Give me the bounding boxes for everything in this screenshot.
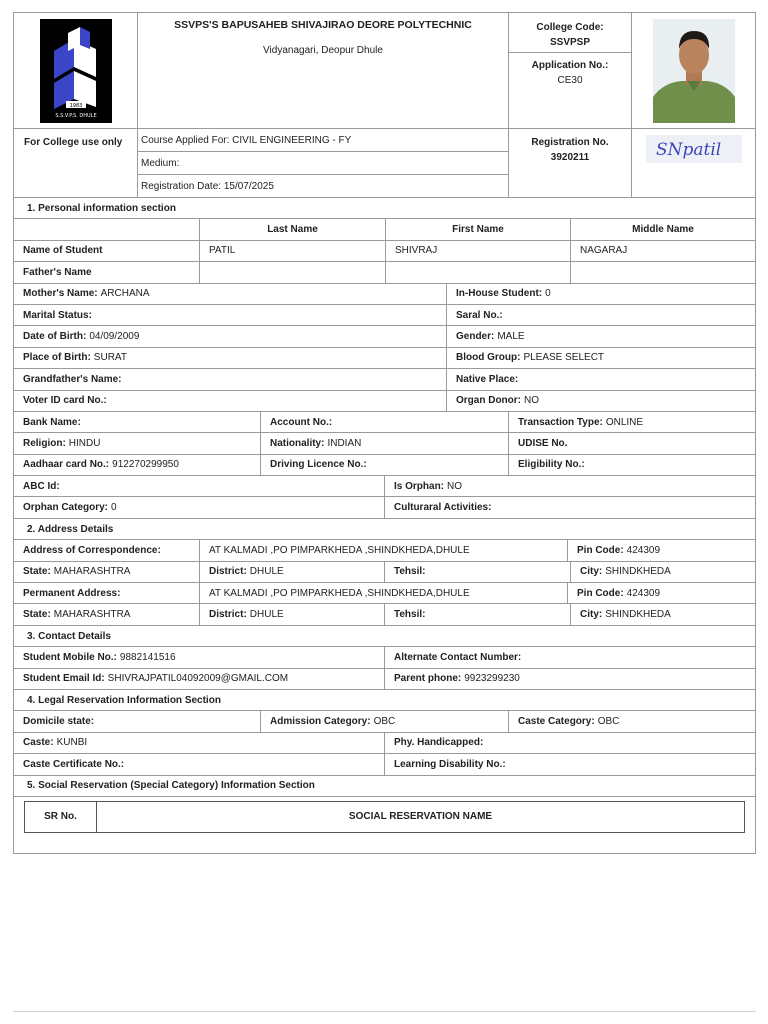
father-last: [200, 262, 386, 282]
state-label-2: State:: [23, 609, 51, 621]
mobile-value: 9882141516: [119, 651, 176, 663]
orphan-cat-row: [14, 497, 755, 518]
perm-state-row: [14, 604, 755, 625]
native-place: [447, 369, 755, 389]
licence-label: Driving Licence No.:: [270, 459, 367, 471]
pin-code-2: [568, 583, 755, 603]
district-value-1: DHULE: [249, 566, 284, 578]
page-footer-divider: [13, 1011, 756, 1012]
city-label-1: City:: [580, 566, 603, 578]
logo-name: S.S.V.P.S. DHULE: [54, 112, 97, 119]
voter-id: [14, 391, 447, 411]
pin-value-1: 424309: [626, 544, 661, 556]
religion-label: Religion:: [23, 437, 66, 449]
pin-label-1: Pin Code:: [577, 544, 624, 556]
place-of-birth: [14, 348, 447, 368]
student-middle-name: NAGARAJ: [580, 245, 628, 257]
legal-section-title: 4. Legal Reservation Information Section: [27, 694, 221, 706]
student-mobile: [14, 647, 385, 667]
admission-label: Admission Category:: [270, 716, 371, 728]
learning-disability: [385, 754, 755, 774]
college-use-section: [14, 129, 755, 198]
phy-label: Phy. Handicapped:: [394, 737, 484, 749]
date-of-birth: [14, 326, 447, 346]
father-name-row: [14, 262, 755, 283]
account-no: [261, 412, 509, 432]
blood-value: PLEASE SELECT: [523, 352, 605, 364]
email-row: [14, 669, 755, 690]
student-name-row: [14, 241, 755, 262]
signature-image: [646, 135, 742, 163]
orphan-label: Is Orphan:: [394, 480, 445, 492]
section-social-title: [14, 776, 755, 797]
eligibility-label: Eligibility No.:: [518, 459, 585, 471]
alternate-contact: [385, 647, 755, 667]
pob-value: SURAT: [93, 352, 127, 364]
medium-label: Medium:: [141, 157, 180, 169]
pob-row: [14, 348, 755, 369]
reg-no-value: 3920211: [550, 152, 590, 163]
pob-label: Place of Birth:: [23, 352, 91, 364]
perm-address-row: [14, 583, 755, 604]
religion: [14, 433, 261, 453]
father-first: [386, 262, 571, 282]
logo-year: 1983: [69, 102, 82, 109]
college-code-value: SSVPSP: [549, 37, 591, 48]
application-no-label: Application No.:: [531, 60, 609, 71]
email-value: SHIVRAJPATIL04092009@GMAIL.COM: [107, 673, 289, 685]
admission-category: [261, 711, 509, 731]
photo-box: [632, 13, 755, 128]
domicile-state: [14, 711, 261, 731]
orphan-value: NO: [447, 480, 463, 492]
corr-address-row: [14, 540, 755, 561]
aadhaar-row: [14, 455, 755, 476]
abc-row: [14, 476, 755, 497]
eligibility-no: [509, 455, 755, 475]
alt-contact-label: Alternate Contact Number:: [394, 651, 522, 663]
institute-address: Vidyanagari, Deopur Dhule: [263, 45, 383, 56]
contact-section-title: 3. Contact Details: [27, 630, 111, 642]
section-legal-title: [14, 690, 755, 711]
section-address-title: [14, 519, 755, 540]
corr-address-value: AT KALMADI ,PO PIMPARKHEDA ,SHINDKHEDA,DHULE: [200, 540, 568, 560]
caste-value: KUNBI: [56, 737, 88, 749]
district-value-2: DHULE: [249, 609, 284, 621]
abc-label: ABC Id:: [23, 480, 60, 492]
grandfather-row: [14, 369, 755, 390]
admission-value: OBC: [373, 716, 396, 728]
voter-row: [14, 391, 755, 412]
caste-cat-label: Caste Category:: [518, 716, 595, 728]
ld-label: Learning Disability No.:: [394, 758, 506, 770]
col-last-name: Last Name: [200, 219, 386, 239]
pin-code-1: [568, 540, 755, 560]
aadhaar-label: Aadhaar card No.:: [23, 459, 110, 471]
logo-box: [14, 13, 138, 128]
section-personal-title: [14, 198, 755, 219]
dob-label: Date of Birth:: [23, 331, 87, 343]
col-first-name: First Name: [386, 219, 571, 239]
inhouse-label: In-House Student:: [456, 288, 543, 300]
parent-phone-label: Parent phone:: [394, 673, 462, 685]
college-code-label: College Code:: [536, 22, 604, 33]
reg-no-label: Registration No.: [531, 137, 609, 148]
father-name-label: Father's Name: [14, 262, 200, 282]
cert-row: [14, 754, 755, 775]
personal-section-title: 1. Personal information section: [27, 202, 176, 214]
inhouse-student: [447, 284, 755, 304]
transaction-type: [509, 412, 755, 432]
caste-category: [509, 711, 755, 731]
city-value-1: SHINDKHEDA: [605, 566, 671, 578]
religion-value: HINDU: [68, 437, 101, 449]
caste-label: Caste:: [23, 737, 54, 749]
marital-status: [14, 305, 447, 325]
aadhaar: [14, 455, 261, 475]
dob-row: [14, 326, 755, 347]
gender-label: Gender:: [456, 331, 495, 343]
udise-no: [509, 433, 755, 453]
txn-value: ONLINE: [605, 416, 644, 428]
abc-id: [14, 476, 385, 496]
tehsil-2: [385, 604, 571, 624]
voter-label: Voter ID card No.:: [23, 395, 107, 407]
organ-donor: [447, 391, 755, 411]
orphan-category: [14, 497, 385, 517]
aadhaar-value: 912270299950: [112, 459, 179, 471]
col-sr-no: SR No.: [25, 802, 97, 832]
student-first-name: SHIVRAJ: [386, 241, 571, 261]
student-name-label: Name of Student: [14, 241, 200, 261]
driving-licence: [261, 455, 509, 475]
col-social-reservation-name: SOCIAL RESERVATION NAME: [348, 811, 493, 823]
tehsil-label-1: Tehsil:: [394, 566, 426, 578]
is-orphan: [385, 476, 755, 496]
organ-value: NO: [524, 395, 539, 407]
cert-label: Caste Certificate No.:: [23, 758, 125, 770]
perm-address-value: AT KALMADI ,PO PIMPARKHEDA ,SHINDKHEDA,DHULE: [200, 583, 568, 603]
organ-label: Organ Donor:: [456, 395, 521, 407]
section-contact-title: [14, 626, 755, 647]
institute-name: SSVPS'S BAPUSAHEB SHIVAJIRAO DEORE POLYTECHNIC: [174, 19, 472, 31]
name-header-row: [14, 219, 755, 240]
phy-handicapped: [385, 733, 755, 753]
pin-value-2: 424309: [626, 587, 661, 599]
domicile-row: [14, 711, 755, 732]
course-label: Course Applied For:: [141, 134, 230, 146]
reg-date-value: 15/07/2025: [223, 180, 274, 192]
saral-no: [447, 305, 755, 325]
form-header: [14, 13, 755, 129]
gender: [447, 326, 755, 346]
bank-row: [14, 412, 755, 433]
udise-label: UDISE No.: [518, 437, 568, 449]
address-section-title: 2. Address Details: [27, 523, 114, 535]
parent-phone: [385, 669, 755, 689]
caste: [14, 733, 385, 753]
title-box: [138, 13, 509, 128]
social-table-wrap: [14, 797, 755, 853]
state-1: [14, 562, 200, 582]
district-1: [200, 562, 385, 582]
district-label-2: District:: [209, 609, 247, 621]
orphan-cat-label: Orphan Category:: [23, 502, 109, 514]
religion-row: [14, 433, 755, 454]
corr-state-row: [14, 562, 755, 583]
state-value-1: MAHARASHTRA: [53, 566, 131, 578]
cultural-activities: [385, 497, 755, 517]
medium-row: [138, 152, 508, 175]
reg-date-row: [138, 175, 508, 197]
blood-label: Blood Group:: [456, 352, 521, 364]
state-value-2: MAHARASHTRA: [53, 609, 131, 621]
email-label: Student Email Id:: [23, 673, 105, 685]
caste-certificate: [14, 754, 385, 774]
nationality-value: INDIAN: [327, 437, 362, 449]
col-middle-name: Middle Name: [632, 224, 694, 236]
mother-name: [14, 284, 447, 304]
college-use-label: For College use only: [14, 129, 138, 197]
mobile-row: [14, 647, 755, 668]
course-details: [138, 129, 509, 197]
signature-box: [632, 129, 755, 197]
orphan-cat-value: 0: [111, 502, 117, 514]
nationality-label: Nationality:: [270, 437, 325, 449]
caste-row: [14, 733, 755, 754]
city-1: [571, 562, 755, 582]
inhouse-value: 0: [545, 288, 551, 300]
mobile-label: Student Mobile No.:: [23, 651, 117, 663]
domicile-label: Domicile state:: [23, 716, 95, 728]
nationality: [261, 433, 509, 453]
course-value: CIVIL ENGINEERING - FY: [232, 134, 352, 146]
tehsil-1: [385, 562, 571, 582]
state-2: [14, 604, 200, 624]
mother-value: ARCHANA: [100, 288, 150, 300]
application-no: [509, 53, 631, 88]
mother-row: [14, 284, 755, 305]
pin-label-2: Pin Code:: [577, 587, 624, 599]
code-box: [509, 13, 632, 128]
city-2: [571, 604, 755, 624]
registration-no: [509, 129, 632, 197]
college-code: [509, 13, 631, 53]
father-middle: [571, 262, 755, 282]
bank-label: Bank Name:: [23, 416, 81, 428]
bank-name: [14, 412, 261, 432]
district-label-1: District:: [209, 566, 247, 578]
reg-date-label: Registration Date:: [141, 180, 222, 192]
signature-text: SNpatil: [655, 140, 721, 160]
parent-phone-value: 9923299230: [464, 673, 520, 685]
mother-label: Mother's Name:: [23, 288, 98, 300]
admission-form: [13, 12, 756, 854]
application-no-value: CE30: [557, 75, 583, 86]
course-row: [138, 129, 508, 152]
perm-address-label: Permanent Address:: [14, 583, 200, 603]
dob-value: 04/09/2009: [89, 331, 140, 343]
corr-address-label: Address of Correspondence:: [14, 540, 200, 560]
tehsil-label-2: Tehsil:: [394, 609, 426, 621]
institute-logo: [40, 19, 112, 123]
marital-row: [14, 305, 755, 326]
social-section-title: 5. Social Reservation (Special Category) Information Section: [27, 780, 315, 792]
state-label-1: State:: [23, 566, 51, 578]
account-label: Account No.:: [270, 416, 333, 428]
txn-label: Transaction Type:: [518, 416, 603, 428]
city-value-2: SHINDKHEDA: [605, 609, 671, 621]
saral-label: Saral No.:: [456, 309, 503, 321]
city-label-2: City:: [580, 609, 603, 621]
gender-value: MALE: [497, 331, 525, 343]
district-2: [200, 604, 385, 624]
blood-group: [447, 348, 755, 368]
native-label: Native Place:: [456, 373, 519, 385]
student-photo: [653, 19, 735, 123]
blank-cell: [14, 219, 200, 239]
social-table-header: [24, 801, 745, 833]
grandfather-label: Grandfather's Name:: [23, 373, 122, 385]
marital-label: Marital Status:: [23, 309, 92, 321]
student-last-name: PATIL: [200, 241, 386, 261]
caste-cat-value: OBC: [597, 716, 620, 728]
grandfather-name: [14, 369, 447, 389]
student-email: [14, 669, 385, 689]
cultural-label: Culturaral Activities:: [394, 502, 492, 514]
